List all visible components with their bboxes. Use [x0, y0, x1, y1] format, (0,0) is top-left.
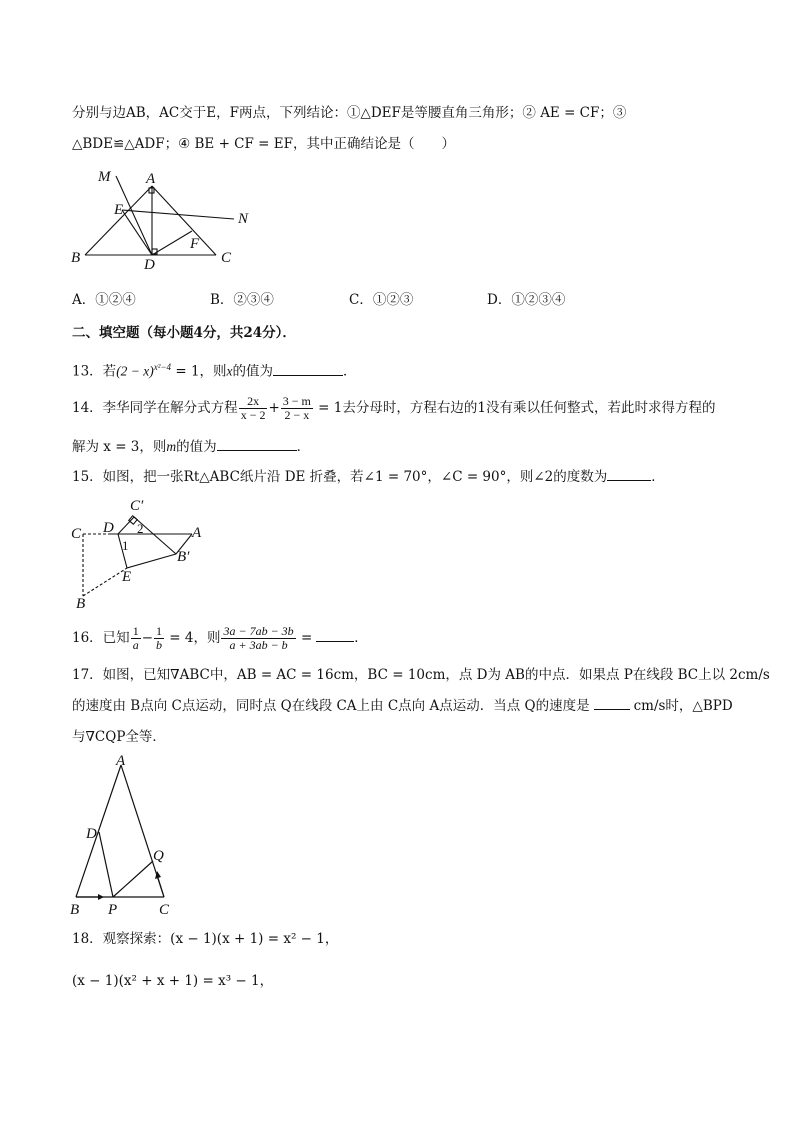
q16-minus: − [141, 630, 153, 646]
q17-line1: 17．如图，已知∇ABC中，AB = AC = 16cm，BC = 10cm，点 D为 AB的中点．如果点 P在线段 BC上以 2cm/s [72, 667, 770, 683]
q14-fraction-2: $\frac{3 - m}{2 - x}$ [282, 394, 311, 422]
q12-figure [66, 166, 266, 270]
q15-text: 15．如图，把一张Rt△ABC纸片沿 DE 折叠，若∠1 = 70°，∠C = 90°，则∠2的度数为 [72, 469, 608, 485]
q12-line-en [122, 210, 234, 219]
q12-line-ac [152, 186, 216, 255]
q16-fraction-a: $\frac{1}{a}$ [132, 624, 139, 652]
q13-end: ． [343, 363, 357, 380]
q17-line-dp [99, 832, 113, 897]
q17-line2b: cm/s时，△BPD [633, 698, 733, 714]
q15-label-1: 1 [122, 538, 129, 553]
q15-label-c1: C′ [130, 498, 144, 514]
q13-expr: (2 − x) [116, 363, 154, 379]
q15-label-d: D [103, 520, 114, 536]
q17-line2a: 的速度由 B点向 C点运动，同时点 Q在线段 CA上由 C点向 A点运动．当点 Q的速度是 [72, 698, 590, 714]
q12-option-c[interactable]: C．①②③ [349, 292, 414, 308]
q15-answer-blank[interactable] [607, 467, 651, 481]
q14-prefix: 14．李华同学在解分式方程 [72, 400, 238, 416]
q14-line2b: 的值为 [176, 439, 217, 455]
q12-line-ab [85, 186, 152, 255]
q17-label-p: P [108, 902, 118, 918]
q17-arrowhead-b [98, 894, 104, 900]
q14-answer-blank[interactable] [217, 437, 297, 451]
q12-option-b[interactable]: B．②③④ [210, 292, 274, 308]
q18-line2: (x − 1)(x² + x + 1) = x³ − 1， [72, 973, 274, 989]
q14-line1 [72, 394, 715, 422]
q17-label-c: C [159, 902, 170, 918]
q12-label-e: E [114, 202, 124, 218]
q14-post: = 1去分母时，方程右边的1没有乘以任何整式，若此时求得方程的 [313, 400, 716, 416]
q17-arrow-c [158, 878, 164, 897]
q12-label-b: B [71, 250, 81, 266]
q12-label-n: N [238, 211, 249, 227]
q14-line2 [72, 437, 310, 457]
q13-prefix: 13．若 [72, 363, 117, 380]
q16-mid: = 4，则 [165, 630, 221, 646]
q12-line1: 分别与边AB，AC交于E，F两点，下列结论：①△DEF是等腰直角三角形；② AE = CF；③ [72, 105, 627, 121]
q16-answer-blank[interactable] [316, 628, 354, 642]
q13 [72, 357, 357, 382]
q14-fraction-1: $\frac{2x}{x - 2}$ [240, 394, 266, 422]
q17-label-b: B [70, 902, 80, 918]
q16-fraction-b: $\frac{1}{b}$ [156, 624, 162, 652]
q17-line-pq [113, 861, 153, 897]
q14-line2a: 解为 x = 3，则 [72, 439, 167, 455]
q15-end: ． [651, 469, 665, 485]
q16-end: ． [354, 630, 368, 646]
q13-var: x [226, 363, 233, 379]
q17-label-d: D [86, 826, 97, 842]
q14-var: m [166, 439, 177, 454]
q12-line-df [152, 231, 192, 255]
q15 [72, 467, 665, 487]
q17-line2 [72, 696, 733, 716]
q15-line-eb1 [127, 554, 176, 568]
q13-mid: = 1，则 [171, 363, 227, 380]
q17-line3: 与∇CQP全等． [72, 729, 166, 745]
q14-plus: + [268, 400, 280, 416]
q14-end: ． [296, 439, 311, 455]
q16 [72, 624, 368, 652]
q12-option-a[interactable]: A．①②④ [72, 292, 136, 308]
q13-exponent: x²−4 [153, 362, 172, 372]
section-heading: 二、填空题（每小题4分，共24分）． [72, 325, 296, 341]
q17-answer-blank[interactable] [594, 696, 630, 710]
q15-label-b: B [76, 596, 86, 612]
q17-label-a: A [116, 753, 126, 769]
q16-fraction-main: $\frac{3a - 7ab - 3b}{a + 3ab - b}$ [223, 624, 294, 652]
q15-label-c: C [71, 526, 82, 542]
q15-line-be [83, 568, 127, 596]
q17-label-q: Q [153, 848, 164, 864]
q17-figure [66, 752, 186, 918]
q18-line1: 18．观察探索：(x − 1)(x + 1) = x² − 1， [72, 931, 339, 947]
q12-label-f: F [190, 236, 200, 252]
q15-label-2: 2 [137, 521, 144, 536]
q15-label-a: A [192, 525, 202, 541]
q12-label-c: C [221, 250, 232, 266]
q12-line2: △BDE≌△ADF；④ BE + CF = EF，其中正确结论是（ ） [72, 136, 455, 152]
q15-label-b1: B′ [177, 549, 190, 565]
q13-answer-blank[interactable] [273, 362, 343, 376]
q12-label-m: M [98, 169, 111, 185]
q16-prefix: 16．已知 [72, 630, 130, 646]
q12-option-d[interactable]: D．①②③④ [487, 292, 566, 308]
q17-line-ab [76, 765, 121, 897]
q13-post: 的值为 [232, 363, 274, 380]
q12-label-d: D [144, 257, 155, 270]
q12-line-de [122, 210, 152, 255]
q15-label-e: E [122, 569, 132, 585]
q15-figure [66, 495, 216, 613]
q15-right-angle-c1 [129, 516, 137, 524]
q15-line-dc1 [118, 517, 134, 534]
q16-post: = [296, 630, 313, 646]
q12-label-a: A [146, 171, 156, 187]
